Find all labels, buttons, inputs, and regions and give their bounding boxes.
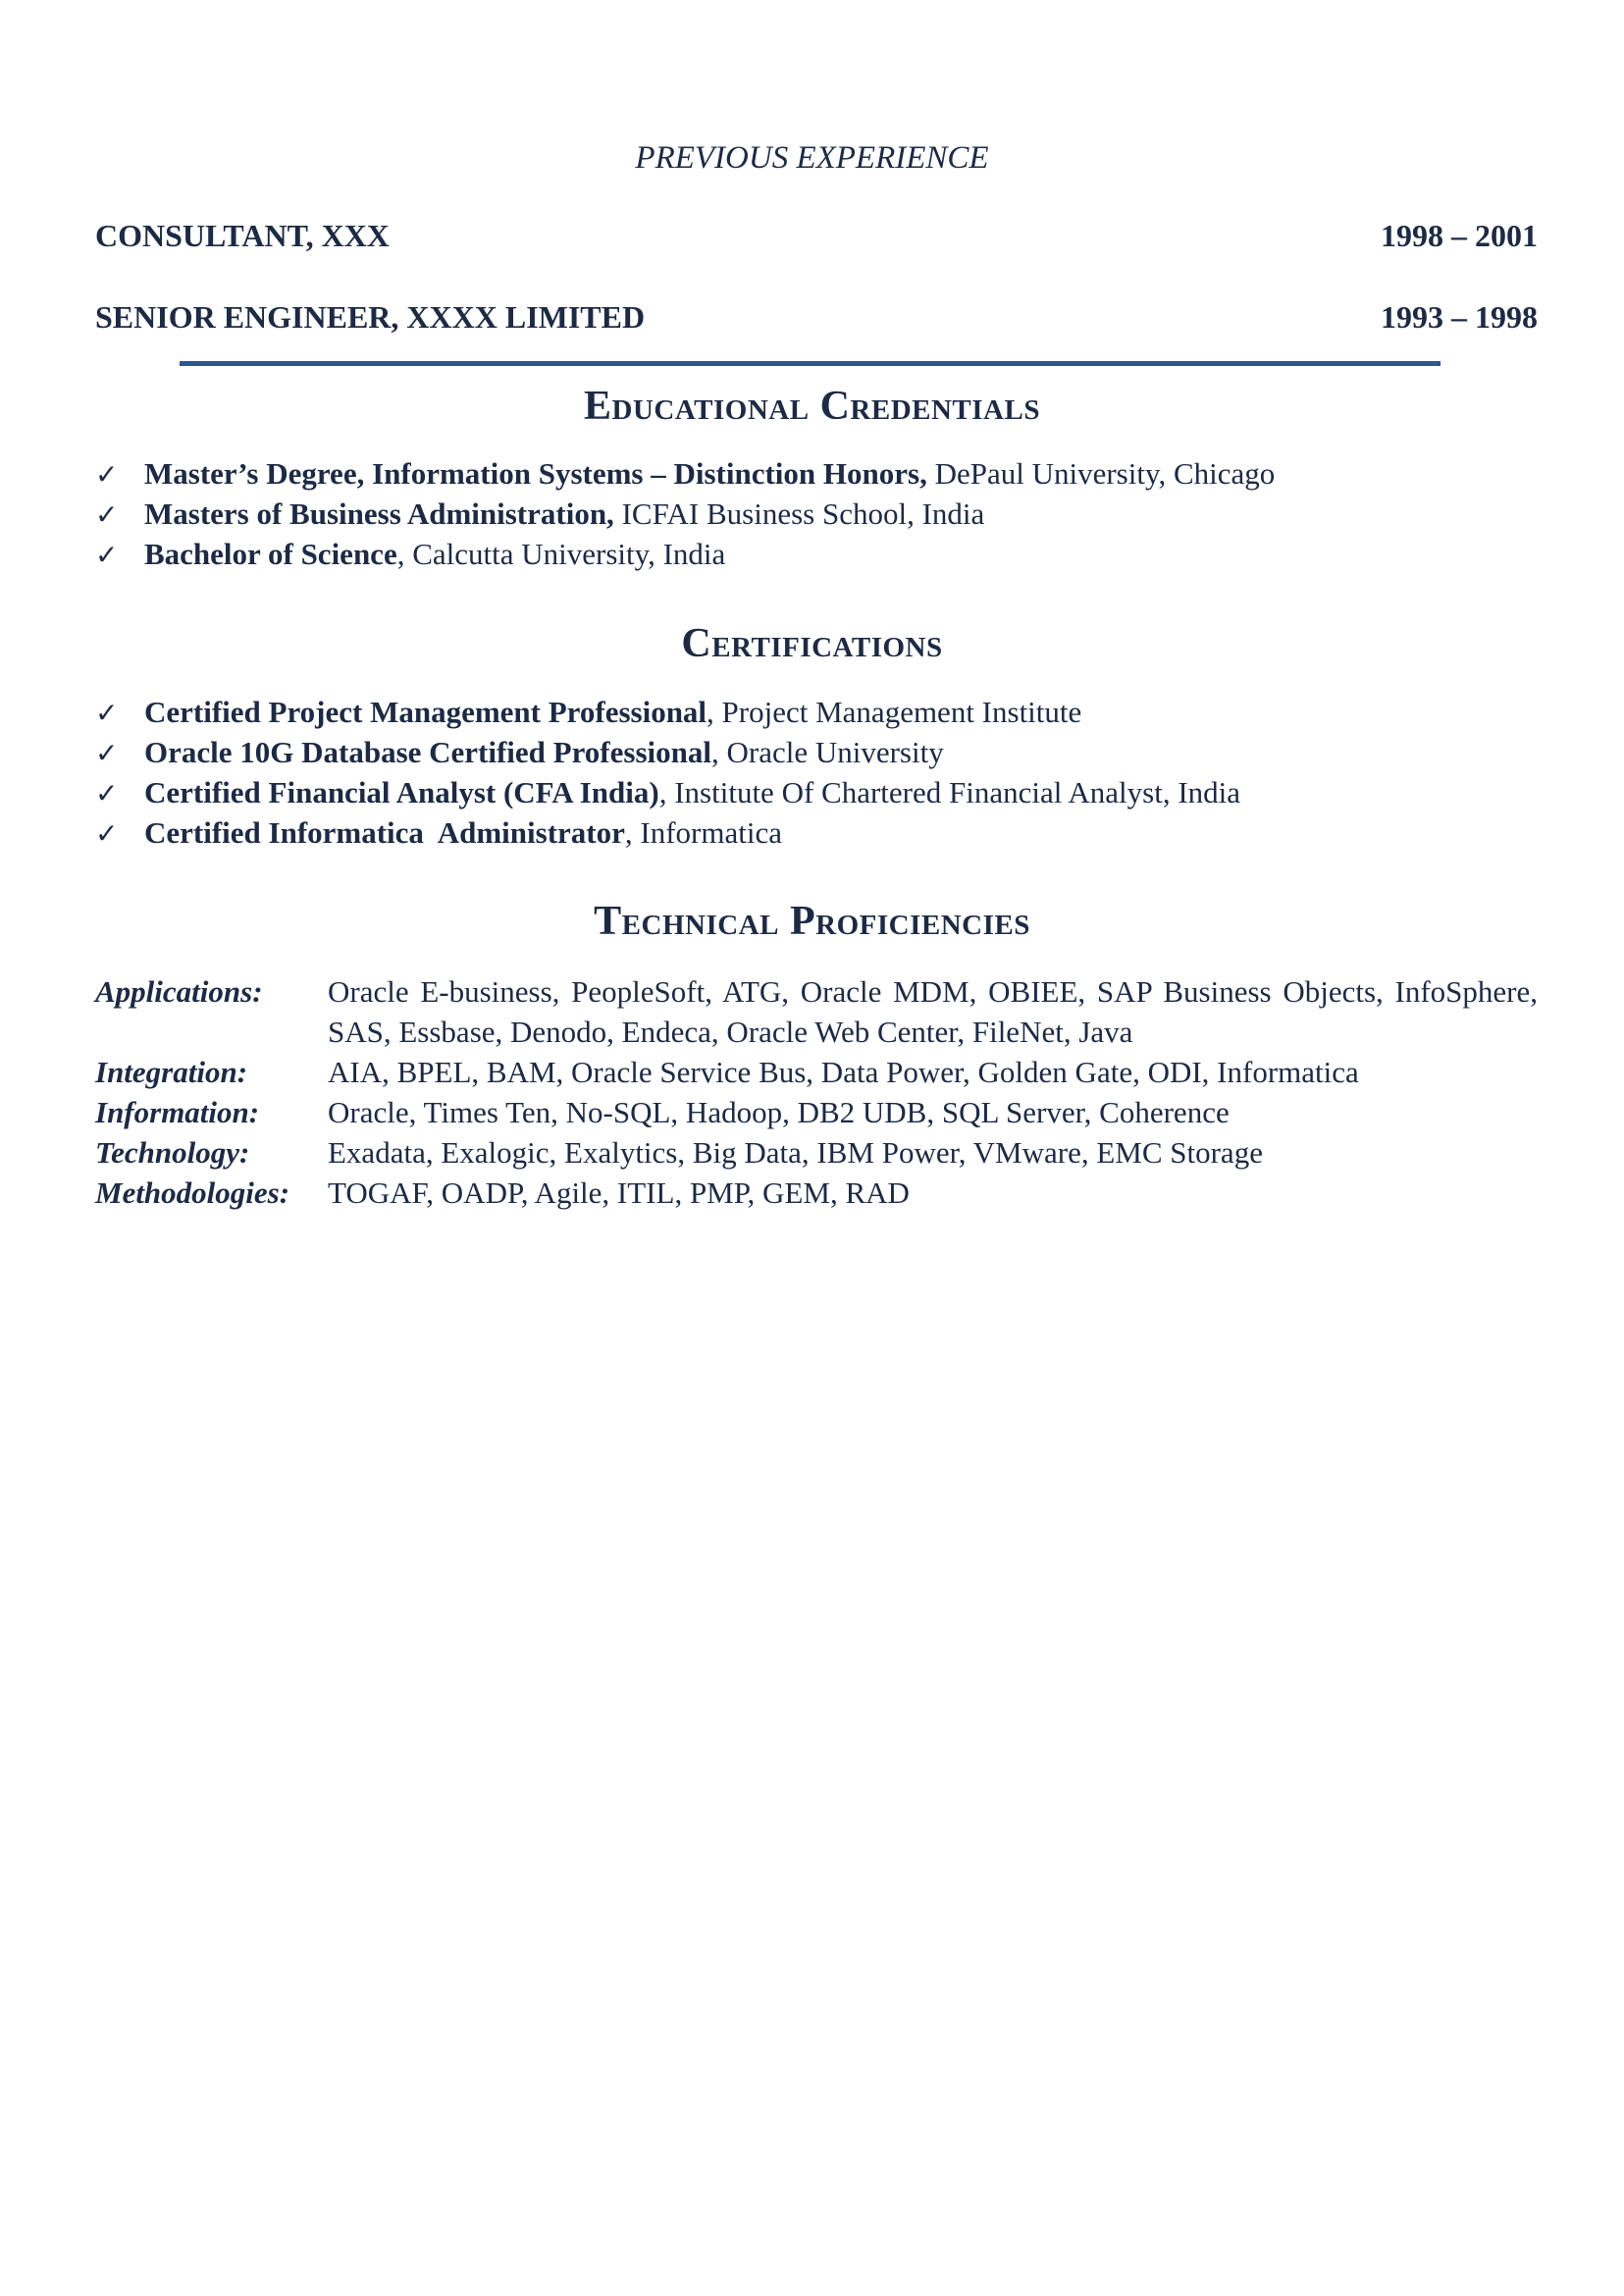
certification-issuer: , Informatica xyxy=(624,815,782,850)
certification-name: Oracle 10G Database Certified Professional xyxy=(144,735,711,769)
degree-name: Master’s Degree, Information Systems – Distinction Honors, xyxy=(144,456,927,491)
previous-experience-title: PREVIOUS EXPERIENCE xyxy=(635,140,989,176)
proficiency-label: Technology: xyxy=(95,1135,250,1170)
degree-institution: ICFAI Business School, India xyxy=(613,496,985,531)
proficiency-label: Applications: xyxy=(95,974,263,1009)
list-item xyxy=(95,815,1547,856)
proficiency-value: Exadata, Exalogic, Exalytics, Big Data, IBM Power, VMware, EMC Storage xyxy=(328,1135,1263,1170)
list-item xyxy=(95,735,1547,775)
table-row xyxy=(95,1092,1538,1132)
table-row xyxy=(95,971,1538,1052)
check-icon: ✓ xyxy=(95,737,119,769)
degree-name: Masters of Business Administration, xyxy=(144,496,614,531)
certification-issuer: , Project Management Institute xyxy=(707,695,1082,729)
job-dates: 1998 – 2001 xyxy=(1381,218,1538,253)
technical-proficiencies-table xyxy=(95,971,1538,1213)
degree-institution: DePaul University, Chicago xyxy=(926,456,1276,491)
proficiency-value: TOGAF, OADP, Agile, ITIL, PMP, GEM, RAD xyxy=(328,1175,910,1210)
education-title: Educational Credentials xyxy=(584,384,1040,429)
proficiency-label: Integration: xyxy=(95,1055,248,1089)
check-icon: ✓ xyxy=(95,458,119,491)
list-item xyxy=(95,537,1547,577)
certification-name: Certified Financial Analyst (CFA India) xyxy=(144,775,659,809)
proficiency-value: Oracle, Times Ten, No-SQL, Hadoop, DB2 UDB, SQL Server, Coherence xyxy=(328,1095,1230,1129)
table-row xyxy=(95,1132,1538,1173)
degree-institution: , Calcutta University, India xyxy=(396,537,726,571)
certification-issuer: , Institute Of Chartered Financial Analyst, India xyxy=(658,775,1241,809)
certifications-title: Certifications xyxy=(681,621,943,666)
job-role: SENIOR ENGINEER, XXXX LIMITED xyxy=(95,299,646,335)
certification-issuer: , Oracle University xyxy=(710,735,944,769)
check-icon: ✓ xyxy=(95,817,119,850)
table-row xyxy=(95,1052,1538,1092)
list-item xyxy=(95,496,1547,537)
list-item xyxy=(95,695,1547,735)
check-icon: ✓ xyxy=(95,498,119,531)
job-row xyxy=(95,299,1538,336)
table-row xyxy=(95,1173,1538,1213)
education-list xyxy=(95,456,1547,577)
proficiency-label: Information: xyxy=(95,1095,260,1129)
certification-name: Certified Informatica Administrator xyxy=(144,815,625,850)
job-dates: 1993 – 1998 xyxy=(1381,299,1538,335)
technical-title: Technical Proficiencies xyxy=(594,899,1030,944)
list-item xyxy=(95,456,1547,496)
proficiency-value: AIA, BPEL, BAM, Oracle Service Bus, Data Power, Golden Gate, ODI, Informatica xyxy=(328,1055,1359,1089)
job-role: CONSULTANT, XXX xyxy=(95,218,390,253)
certifications-list xyxy=(95,695,1547,856)
check-icon: ✓ xyxy=(95,697,119,729)
degree-name: Bachelor of Science xyxy=(144,537,397,571)
list-item xyxy=(95,775,1547,815)
section-divider xyxy=(180,361,1441,366)
certification-name: Certified Project Management Professional xyxy=(144,695,707,729)
proficiency-value: Oracle E-business, PeopleSoft, ATG, Oracle MDM, OBIEE, SAP Business Objects, InfoSphere, SAS, Essbase, Denodo, Endeca, Oracle Web Center, FileNet, Java xyxy=(328,974,1538,1049)
check-icon: ✓ xyxy=(95,539,119,571)
job-row xyxy=(95,218,1538,254)
proficiency-label: Methodologies: xyxy=(95,1175,290,1210)
check-icon: ✓ xyxy=(95,777,119,809)
